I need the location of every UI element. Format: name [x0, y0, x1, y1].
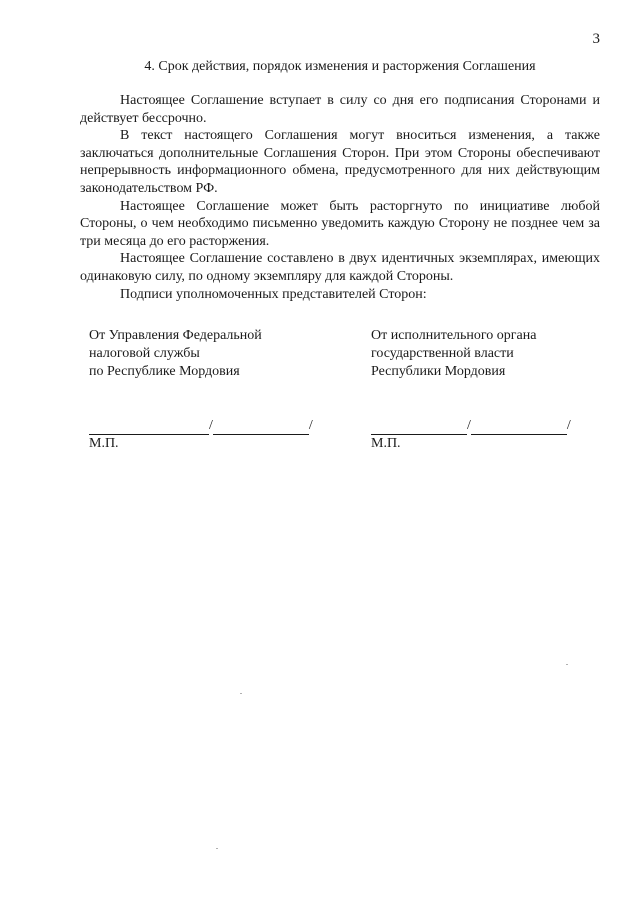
page-number: 3	[592, 31, 600, 47]
name-blank	[213, 420, 309, 435]
org-line: по Республике Мордовия	[89, 364, 240, 379]
signature-block	[89, 327, 609, 457]
paragraph: Настоящее Соглашение составлено в двух идентичных экземплярах, имеющих одинаковую силу, по одному экземпляру для каждой Стороны.	[80, 251, 600, 284]
signature-blank	[371, 420, 467, 435]
signature-separator: /	[566, 418, 571, 433]
signature-blank	[89, 420, 209, 435]
stamp-label: М.П.	[89, 436, 119, 451]
paragraph: Подписи уполномоченных представителей Сторон:	[120, 286, 427, 302]
signature-left	[89, 327, 329, 453]
signature-line	[371, 417, 611, 435]
signature-line	[89, 417, 329, 435]
signature-separator: /	[209, 418, 213, 433]
signature-left-org	[89, 327, 329, 381]
paragraph: Настоящее Соглашение вступает в силу со дня его подписания Сторонами и действует бессрочно.	[80, 93, 600, 126]
scan-speck	[216, 848, 218, 849]
paragraph: Настоящее Соглашение может быть расторгнуто по инициативе любой Стороны, о чем необходимо письменно уведомить каждую Сторону не позднее чем за три месяца до его расторжения.	[80, 198, 600, 249]
signature-right-org	[371, 327, 611, 381]
scan-speck	[566, 664, 568, 665]
paragraph: В текст настоящего Соглашения могут вноситься изменения, а также заключаться дополнительные Соглашения Сторон. При этом Стороны обеспечивают непрерывность информационного обмена, предусмотренного для них действующим законодательством РФ.	[80, 128, 600, 196]
name-blank	[471, 420, 567, 435]
stamp-label: М.П.	[371, 436, 401, 451]
agreement-body	[80, 92, 600, 303]
org-line: От исполнительного органа	[371, 328, 537, 343]
signature-separator: /	[467, 418, 471, 433]
org-line: Республики Мордовия	[371, 364, 506, 379]
signature-right	[371, 327, 611, 453]
scan-speck	[240, 693, 242, 694]
signature-separator: /	[308, 418, 313, 433]
section-heading: 4. Срок действия, порядок изменения и расторжения Соглашения	[144, 59, 536, 74]
org-line: налоговой службы	[89, 346, 200, 361]
org-line: От Управления Федеральной	[89, 328, 262, 343]
org-line: государственной власти	[371, 346, 514, 361]
